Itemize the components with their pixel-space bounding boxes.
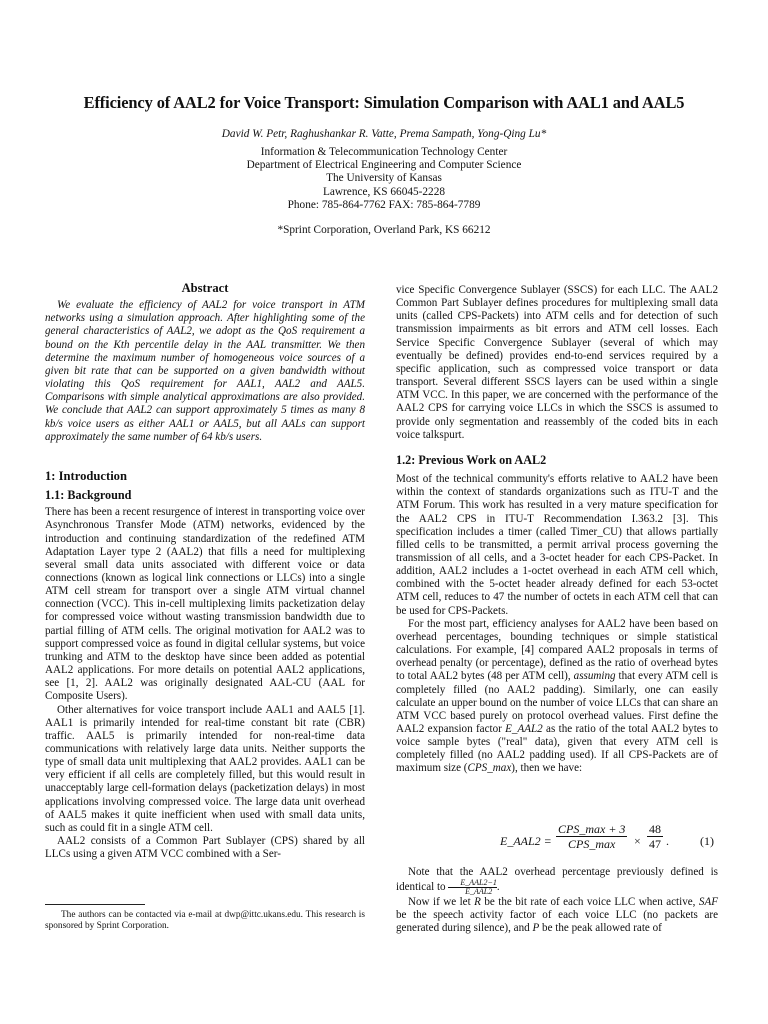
equation-fraction-48-47: $\frac{48}{47}$ [649, 822, 661, 851]
right-column [396, 284, 718, 776]
right-column-lower [396, 866, 718, 936]
body-paragraph: There has been a recent resurgence of interest in transporting voice over Asynchronous Transfer Mode (ATM) networks, evidenced by the introduction and continuing standardization of the redefined ATM Adaptation Layer type 2 (AAL2) that fills a need for multiplexing several small data units associated with different voice or data connections (known as logical link connections or LLCs) into a single ATM cell stream for transport over a single ATM virtual channel connection (VCC). This in-cell multiplexing limits packetization delay for compressed voice without wasting transmission bandwidth due to partial filling of ATM cells. The original motivation for AAL2 was to support compressed voice as found in digital cellular systems, but voice trunking and ATM to the desktop have since been added as potential AAL2 applications. For more details on potential AAL2 applications, see [1, 2]. AAL2 was originally designated AAL-CU (AAL for Composite Users). [45, 506, 365, 703]
equation-period: . [666, 834, 669, 848]
body-paragraph: Other alternatives for voice transport include AAL1 and AAL5 [1]. AAL1 is primarily intended for real-time constant bit rate (CBR) traffic. AAL5 is primarily intended for non-real-time data communications with relatively large data units. Neither supports the type of small data unit multiplexing that AAL2 provides. AAL1 can be very efficient if all cells are completely filled, but this would result in unacceptably large cell-formation delays (packetization delays) in most applications involving compressed voice. The large data unit overhead of AAL5 makes it quite inefficient when used with small data units, such as could fit in a single ATM cell. [45, 703, 365, 834]
equation-times: × [634, 834, 641, 848]
body-paragraph: vice Specific Convergence Sublayer (SSCS) for each LLC. The AAL2 Common Part Sublayer defines procedures for multiplexing small data units (called CPS-Packets) into ATM cells and for detection of such transmission impairments as bit errors and ATM cell losses. Each Service Specific Convergence Sublayer (several of which may eventually be defined) provides end-to-end services required by a specific application, such as compressed voice transport or data transport. Several different SSCS layers can be used within a single ATM VCC. In this paper, we are concerned with the performance of the AAL2 CPS for carrying voice LLCs in which the SSCS is assumed to provide only segmentation and reassembly of the coded bits in each voice talkspurt. [396, 284, 718, 441]
eaal2-symbol: E_AAL2 [505, 723, 543, 735]
affiliation-line: Department of Electrical Engineering and Computer Science [246, 159, 522, 172]
author-list: David W. Petr, Raghushankar R. Vatte, Prema Sampath, Yong-Qing Lu* [221, 128, 547, 140]
equation-1 [396, 822, 718, 862]
footnote-rule [45, 904, 145, 905]
abstract-heading: Abstract [181, 281, 229, 295]
subsection-heading-background: 1.1: Background [45, 488, 132, 503]
kth-symbol: Kth [113, 338, 130, 351]
body-paragraph: For the most part, efficiency analyses for AAL2 have been based on overhead percentages, bounding techniques or simple statistical calculations. For example, [4] compared AAL2 proposals in terms of overhead penalty (or percentage), defined as the ratio of overhead bytes to total AAL2 bytes (48 per ATM cell), assuming that every ATM cell is completely filled (no AAL2 padding). Similarly, one can easily calculate an upper bound on the number of voice LLCs that can share an ATM VCC based purely on protocol overhead values. First define the AAL2 expansion factor E_AAL2 as the ratio of the total AAL2 bytes to voice sample bytes ("real" data), given that every ATM cell is completely filled (no AAL2 padding used). If all CPS-Packets are of maximum size (CPS_max), then we have: [396, 617, 718, 775]
body-paragraph: Now if we let R be the bit rate of each voice LLC when active, SAF be the speech activity factor of each voice LLC (no packets are generated during silence), and P be the peak allowed rate of [396, 896, 718, 935]
footnote: The authors can be contacted via e-mail at dwp@ittc.ukans.edu. This research is sponsored by Sprint Corporation. [45, 910, 365, 932]
affiliation-line: Information & Telecommunication Technology Center [260, 146, 508, 158]
subsection-heading-previous-work: 1.2: Previous Work on AAL2 [396, 452, 547, 467]
body-paragraph: Most of the technical community's efforts relative to AAL2 have been within the context of standards organizations such as ITU-T and the ATM Forum. This work has resulted in a very mature specification for the AAL2 CPS in ITU-T Recommendation I.363.2 [3]. This specification includes a timer (called Timer_CU) that allows partially filled cells to be transmitted, a permit arrival process governing the transmission of all cells, and a 3-octet header for each CPS-Packet. In addition, AAL2 includes a 1-octet overhead in each ATM cell which, combined with the 5-octet header already defined for each 53-octet ATM cell, reduces to 47 the number of octets in each ATM cell that can be used for CPS-Packets. [396, 473, 718, 617]
affiliation-block [0, 146, 768, 212]
left-column [45, 282, 365, 861]
overhead-fraction: E_AAL2−1 E_AAL2 [448, 879, 497, 896]
paper-title: Efficiency of AAL2 for Voice Transport: Simulation Comparison with AAL1 and AAL5 [83, 93, 685, 112]
affiliation-line: The University of Kansas [326, 172, 442, 185]
section-heading-introduction: 1: Introduction [45, 468, 127, 483]
equation-lhs: E_AAL2 = [500, 834, 552, 848]
sprint-affiliation: *Sprint Corporation, Overland Park, KS 66212 [277, 224, 491, 236]
cpsmax-symbol: CPS_max [467, 762, 512, 775]
body-paragraph: AAL2 consists of a Common Part Sublayer (CPS) shared by all LLCs using a given ATM VCC combined with a Ser- [45, 835, 365, 861]
affiliation-line: Lawrence, KS 66045-2228 [322, 185, 446, 198]
affiliation-line: Phone: 785-864-7762 FAX: 785-864-7789 [287, 198, 481, 211]
abstract-text: We evaluate the efficiency of AAL2 for voice transport in ATM networks using a simulation approach. After highlighting some of the general characteristics of AAL2, we adopt as the QoS requirement a bound on the Kth percentile delay in the AAL transmitter. We then determine the maximum number of homogeneous voice sources of a given bit rate that can be supported on a given bandwidth without violating this QoS requirement for AAL1, AAL2 and AAL5. Comparisons with simple analytical approximations are also provided. We conclude that AAL2 can support approximately 5 times as many 8 kb/s voice users as either AAL1 or AAL5, but all AALs can support approximately the same number of 64 kb/s users. [45, 299, 365, 443]
equation-fraction-cps: CPS_max + 3 CPS_max [558, 822, 626, 851]
equation-number: (1) [700, 834, 714, 848]
body-paragraph: Note that the AAL2 overhead percentage previously defined is identical to E_AAL2−1 E_AAL2 . [396, 866, 718, 897]
